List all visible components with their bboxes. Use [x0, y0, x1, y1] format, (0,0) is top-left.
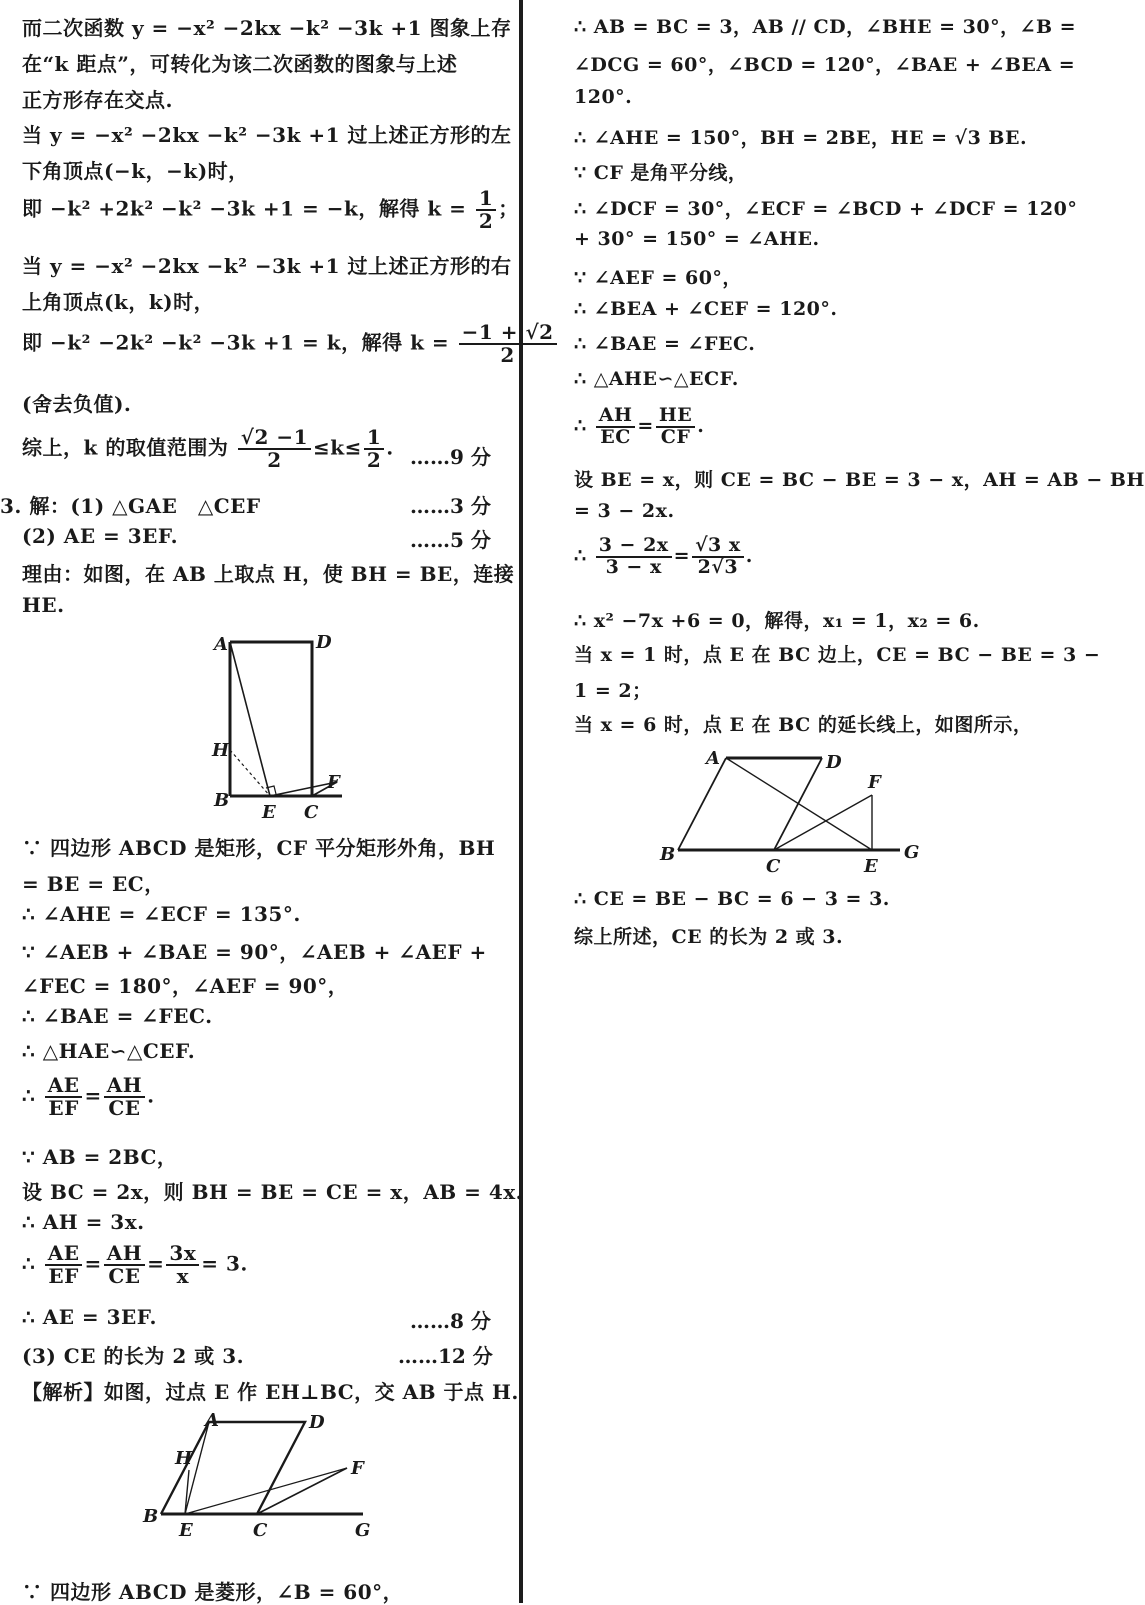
numerator: AH: [596, 406, 636, 428]
denominator: 2: [267, 448, 282, 472]
numerator: 3 − 2x: [596, 536, 672, 558]
text-line: ∴ AE = 3EF.: [22, 1305, 157, 1329]
fraction: [476, 188, 496, 232]
point-label: E: [262, 802, 276, 823]
text-line: ∵ AB = 2BC，: [22, 1145, 178, 1169]
score-mark: ……3 分: [410, 494, 491, 518]
point-label: A: [214, 634, 228, 655]
denominator: 2: [366, 448, 382, 472]
figure-line: [678, 758, 726, 850]
figure-line: [257, 1468, 347, 1514]
denominator: EF: [48, 1096, 79, 1120]
equation-text: .: [147, 1083, 155, 1108]
point-label: H: [212, 740, 230, 761]
text-line: 设 BC = 2x，则 BH = BE = CE = x，AB = 4x.: [22, 1180, 524, 1204]
fraction: [238, 427, 311, 471]
equation-line: [22, 427, 394, 471]
text-line: 120°.: [574, 86, 633, 108]
denominator: EF: [48, 1264, 79, 1288]
denominator: EC: [600, 425, 631, 448]
fraction: [364, 427, 384, 471]
numerator: AH: [104, 1075, 145, 1098]
text-line: 当 y = −x² −2kx −k² −3k +1 过上述正方形的左: [22, 123, 512, 147]
fraction: [596, 406, 636, 448]
numerator: 1: [364, 427, 384, 450]
equation-line: [22, 322, 559, 366]
text-line: ∴ AB = BC = 3，AB // CD，∠BHE = 30°，∠B =: [574, 16, 1077, 38]
text-line: ∴ ∠BEA + ∠CEF = 120°.: [574, 298, 838, 320]
text-line: HE.: [22, 593, 65, 617]
numerator: −1 + √2: [459, 322, 557, 345]
text-line: (舍去负值).: [22, 392, 132, 416]
text-line: 当 x = 6 时，点 E 在 BC 的延长线上，如图所示，: [574, 714, 1033, 736]
text-line: ∵ CF 是角平分线，: [574, 162, 748, 184]
equation-text: .: [697, 414, 705, 437]
equation-text: =: [147, 1251, 165, 1276]
numerator: 1: [476, 188, 496, 211]
text-line: ∠FEC = 180°，∠AEF = 90°，: [22, 974, 349, 998]
text-line: = BE = EC，: [22, 872, 165, 896]
denominator: CE: [108, 1096, 141, 1120]
numerator: AH: [104, 1243, 145, 1266]
text-line: ∵ 四边形 ABCD 是菱形，∠B = 60°，: [22, 1580, 404, 1604]
figure-line: [185, 1468, 347, 1514]
text-line: ∴ △AHE∽△ECF.: [574, 368, 739, 390]
score-mark: ……12 分: [398, 1344, 493, 1368]
point-label: D: [826, 752, 842, 773]
equation-text: 即 −k² −2k² −k² −3k +1 = k，解得 k =: [22, 330, 450, 355]
equation-text: ≤k≤: [313, 435, 362, 460]
equation-text: ；: [498, 196, 519, 221]
fraction: [166, 1243, 199, 1287]
text-line: ∴ AH = 3x.: [22, 1210, 145, 1234]
denominator: 2√3: [697, 555, 739, 578]
equation-text: .: [386, 435, 394, 460]
point-label: G: [355, 1520, 371, 1541]
text-line: ∴ CE = BE − BC = 6 − 3 = 3.: [574, 888, 890, 910]
score-mark: ……9 分: [410, 445, 491, 469]
equation-line: [22, 1075, 155, 1119]
numerator: 3x: [166, 1243, 199, 1266]
text-line: ∴ ∠BAE = ∠FEC.: [22, 1004, 213, 1028]
point-label: C: [766, 856, 781, 877]
denominator: CE: [108, 1264, 141, 1288]
text-line: ∵ 四边形 ABCD 是矩形，CF 平分矩形外角，BH: [22, 836, 496, 860]
point-label: A: [205, 1410, 219, 1431]
equation-line: [22, 1243, 248, 1287]
fraction: [596, 536, 672, 578]
point-label: E: [179, 1520, 193, 1541]
rhombus-extension-figure: [654, 740, 954, 890]
text-line: 下角顶点(−k，−k)时，: [22, 159, 249, 183]
equation-text: 即 −k² +2k² −k² −3k +1 = −k，解得 k =: [22, 196, 467, 221]
text-line: ∴ △HAE∽△CEF.: [22, 1039, 196, 1063]
fraction: [45, 1075, 83, 1119]
equation-text: =: [637, 414, 654, 437]
point-label: B: [214, 790, 230, 811]
point-label: D: [309, 1412, 325, 1433]
numerator: HE: [656, 406, 695, 428]
text-line: 当 y = −x² −2kx −k² −3k +1 过上述正方形的右: [22, 254, 512, 278]
text-line: 【解析】如图，过点 E 作 EH⊥BC，交 AB 于点 H.: [22, 1380, 519, 1404]
denominator: 3 − x: [605, 555, 662, 578]
point-label: E: [864, 856, 878, 877]
equation-text: 综上，k 的取值范围为: [22, 435, 229, 460]
text-line: ∴ ∠DCF = 30°，∠ECF = ∠BCD + ∠DCF = 120°: [574, 198, 1078, 220]
numerator: AE: [45, 1075, 83, 1098]
numerator: √2 −1: [238, 427, 311, 450]
fraction: [45, 1243, 83, 1287]
denominator: 2: [500, 343, 515, 367]
point-label: B: [660, 844, 676, 865]
point-label: B: [143, 1506, 159, 1527]
text-line: ∵ ∠AEF = 60°，: [574, 267, 742, 289]
column-divider: [519, 0, 523, 1603]
point-label: C: [253, 1520, 268, 1541]
equation-line: [22, 188, 519, 232]
text-line: ∵ ∠AEB + ∠BAE = 90°，∠AEB + ∠AEF +: [22, 940, 487, 964]
text-line: 理由：如图，在 AB 上取点 H，使 BH = BE，连接: [22, 562, 515, 586]
text-line: 1 = 2；: [574, 680, 652, 702]
denominator: x: [176, 1264, 190, 1288]
equation-text: = 3.: [201, 1251, 248, 1276]
text-line: ∠DCG = 60°，∠BCD = 120°，∠BAE + ∠BEA =: [574, 54, 1076, 76]
numerator: AE: [45, 1243, 83, 1266]
equation-line: [574, 406, 704, 448]
figure-line: [230, 642, 312, 796]
point-label: A: [706, 748, 720, 769]
point-label: F: [351, 1458, 364, 1479]
equation-text: =: [673, 544, 691, 567]
text-line: = 3 − 2x.: [574, 500, 675, 522]
equation-text: =: [84, 1251, 102, 1276]
rhombus-figure: [137, 1410, 397, 1550]
text-line: 而二次函数 y = −x² −2kx −k² −3k +1 图象上存: [22, 16, 512, 40]
denominator: CF: [660, 425, 691, 448]
text-line: ∴ x² −7x +6 = 0，解得，x₁ = 1，x₂ = 6.: [574, 610, 980, 632]
point-label: H: [175, 1448, 193, 1469]
equation-text: ∴: [574, 544, 587, 567]
fraction: [104, 1243, 145, 1287]
equation-text: ∴: [574, 414, 587, 437]
text-line: + 30° = 150° = ∠AHE.: [574, 228, 820, 250]
text-line: 设 BE = x，则 CE = BC − BE = 3 − x，AH = AB − BH: [574, 469, 1145, 491]
text-line: 在“k 距点”，可转化为该二次函数的图象与上述: [22, 52, 458, 76]
text-line: 正方形存在交点.: [22, 88, 173, 112]
text-line: ∴ ∠AHE = ∠ECF = 135°.: [22, 902, 301, 926]
fraction: [104, 1075, 145, 1119]
text-line: 当 x = 1 时，点 E 在 BC 边上，CE = BC − BE = 3 −: [574, 644, 1101, 666]
denominator: 2: [478, 209, 494, 233]
point-label: F: [868, 772, 881, 793]
score-mark: ……5 分: [410, 528, 491, 552]
question-line: 3. 解：(1) △GAE △CEF: [0, 494, 261, 518]
score-mark: ……8 分: [410, 1309, 491, 1333]
rectangle-figure: [182, 630, 362, 830]
text-line: ∴ ∠BAE = ∠FEC.: [574, 333, 756, 355]
equation-text: ∴: [22, 1251, 36, 1276]
text-line: 综上所述，CE 的长为 2 或 3.: [574, 926, 844, 948]
numerator: √3 x: [692, 536, 744, 558]
text-line: (2) AE = 3EF.: [22, 524, 179, 548]
point-label: D: [316, 632, 332, 653]
fraction: [656, 406, 695, 448]
text-line: ∴ ∠AHE = 150°，BH = 2BE，HE = √3 BE.: [574, 127, 1028, 149]
equation-text: .: [745, 544, 753, 567]
point-label: C: [304, 802, 319, 823]
equation-line: [574, 536, 753, 578]
fraction: [459, 322, 557, 366]
point-label: F: [327, 772, 340, 793]
equation-text: ∴: [22, 1083, 36, 1108]
text-line: 上角顶点(k，k)时，: [22, 290, 215, 314]
fraction: [692, 536, 744, 578]
point-label: G: [904, 842, 920, 863]
equation-text: =: [84, 1083, 102, 1108]
text-line: (3) CE 的长为 2 或 3.: [22, 1344, 245, 1368]
